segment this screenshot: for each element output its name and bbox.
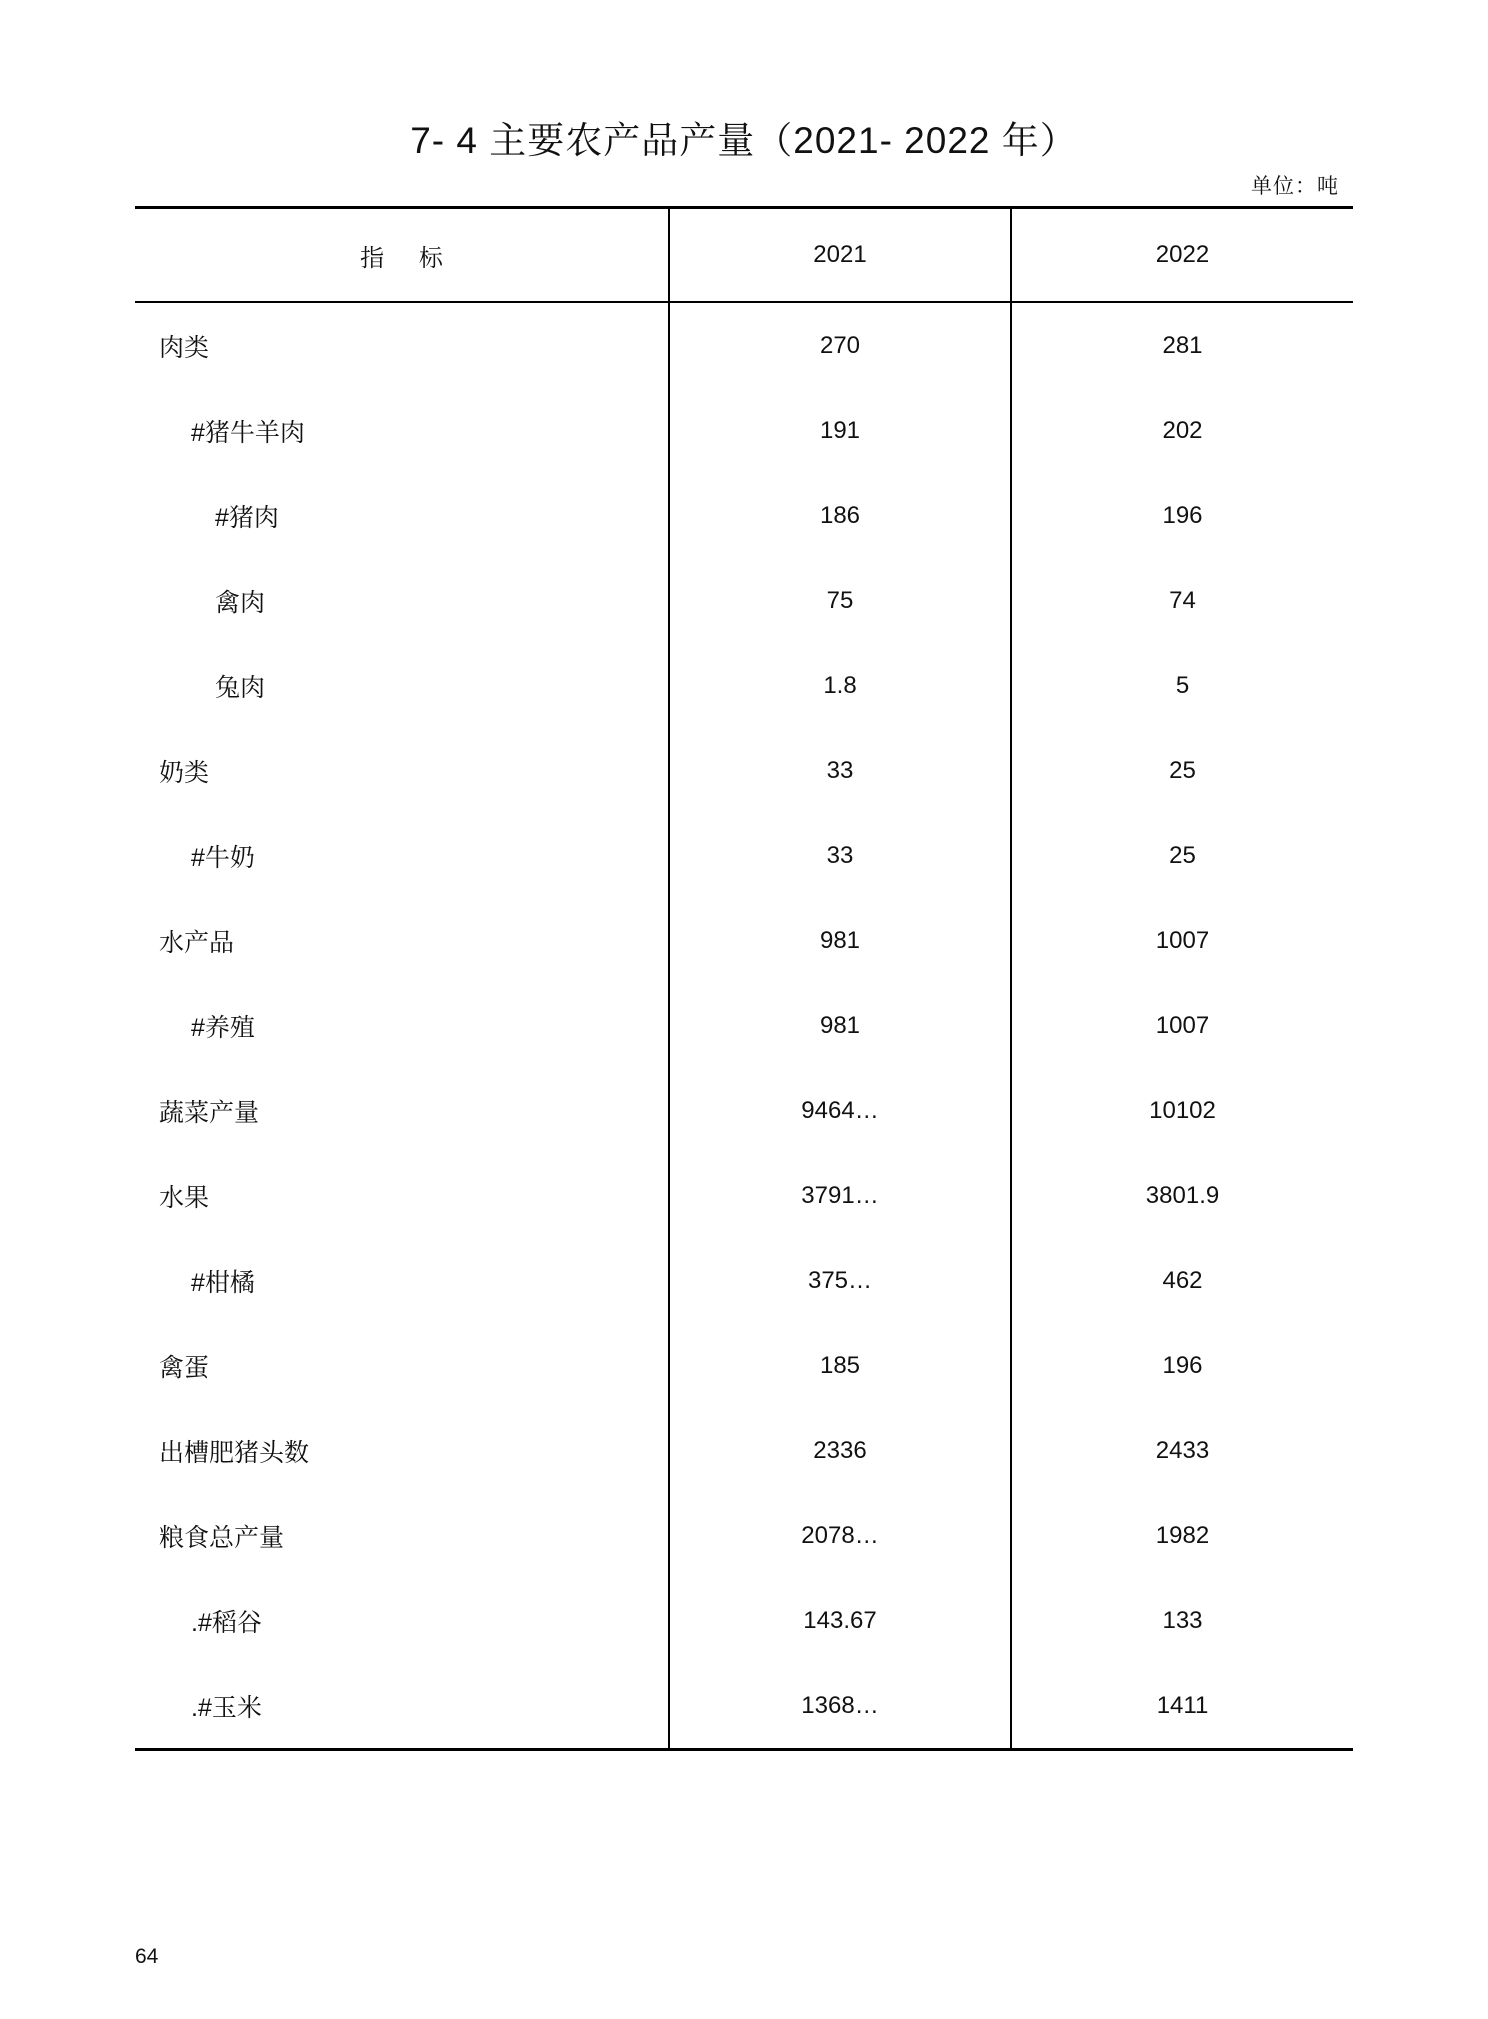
row-label: 出槽肥猪头数 (159, 1438, 310, 1467)
page-title: 7- 4 主要农产品产量（2021- 2022 年） (410, 120, 1078, 161)
table-row (135, 983, 1353, 1068)
cell-2021: 2078… (669, 1493, 1011, 1578)
cell-2022: 202 (1011, 388, 1353, 473)
row-label: #牛奶 (191, 843, 255, 872)
row-label: 粮食总产量 (159, 1523, 285, 1552)
cell-2021: 191 (669, 388, 1011, 473)
cell-2021: 185 (669, 1323, 1011, 1408)
table-row (135, 1238, 1353, 1323)
cell-2021: 375… (669, 1238, 1011, 1323)
cell-2022: 25 (1011, 813, 1353, 898)
cell-2021: 33 (669, 813, 1011, 898)
row-label: .#玉米 (135, 1663, 669, 1750)
table-row (135, 1493, 1353, 1578)
cell-2022: 25 (1011, 728, 1353, 813)
cell-2021: 33 (669, 728, 1011, 813)
row-label: 水产品 (159, 928, 235, 957)
column-header-2021: 2021 (669, 208, 1011, 303)
cell-2021: 981 (669, 898, 1011, 983)
cell-2021: 2336 (669, 1408, 1011, 1493)
row-label: #猪肉 (215, 503, 279, 532)
table-row (135, 1663, 1353, 1750)
cell-2022: 1411 (1011, 1663, 1353, 1750)
row-label: #柑橘 (191, 1268, 255, 1297)
cell-2022: 133 (1011, 1578, 1353, 1663)
column-header-indicator: 指 标 (135, 208, 669, 303)
cell-2021: 186 (669, 473, 1011, 558)
table-header-row (135, 208, 1353, 303)
table-row (135, 643, 1353, 728)
table-row (135, 302, 1353, 388)
table-body (135, 302, 1353, 1750)
column-header-2022: 2022 (1011, 208, 1353, 303)
cell-2022: 5 (1011, 643, 1353, 728)
cell-2022: 74 (1011, 558, 1353, 643)
cell-2022: 196 (1011, 473, 1353, 558)
table-row (135, 898, 1353, 983)
cell-2021: 143.67 (669, 1578, 1011, 1663)
cell-2021: 9464… (669, 1068, 1011, 1153)
cell-2021: 3791… (669, 1153, 1011, 1238)
cell-2022: 1007 (1011, 983, 1353, 1068)
row-label: 奶类 (159, 758, 210, 787)
cell-2022: 10102 (1011, 1068, 1353, 1153)
table-row (135, 1323, 1353, 1408)
row-label: #养殖 (191, 1013, 255, 1042)
row-label: 肉类 (159, 333, 210, 362)
cell-2021: 1.8 (669, 643, 1011, 728)
table-row (135, 813, 1353, 898)
cell-2021: 1368… (669, 1663, 1011, 1750)
cell-2021: 270 (669, 302, 1011, 388)
cell-2022: 3801.9 (1011, 1153, 1353, 1238)
table-row (135, 1153, 1353, 1238)
cell-2022: 2433 (1011, 1408, 1353, 1493)
cell-2022: 196 (1011, 1323, 1353, 1408)
cell-2022: 1982 (1011, 1493, 1353, 1578)
row-label: 蔬菜产量 (159, 1098, 260, 1127)
row-label: 兔肉 (215, 673, 266, 702)
row-label: 禽肉 (215, 588, 266, 617)
row-label: 禽蛋 (159, 1353, 210, 1382)
cell-2022: 462 (1011, 1238, 1353, 1323)
table-row (135, 473, 1353, 558)
cell-2021: 75 (669, 558, 1011, 643)
table-row (135, 388, 1353, 473)
row-label: 水果 (159, 1183, 210, 1212)
table-row (135, 1068, 1353, 1153)
page-number: 64 (135, 1945, 159, 1968)
cell-2021: 981 (669, 983, 1011, 1068)
row-label: #猪牛羊肉 (191, 418, 305, 447)
cell-2022: 281 (1011, 302, 1353, 388)
table-row (135, 558, 1353, 643)
unit-note: 单位：吨 (1251, 175, 1339, 198)
row-label: .#稻谷 (191, 1608, 262, 1637)
table-row (135, 1578, 1353, 1663)
table-row (135, 1408, 1353, 1493)
agricultural-output-table (135, 206, 1353, 1751)
cell-2022: 1007 (1011, 898, 1353, 983)
table-row (135, 728, 1353, 813)
